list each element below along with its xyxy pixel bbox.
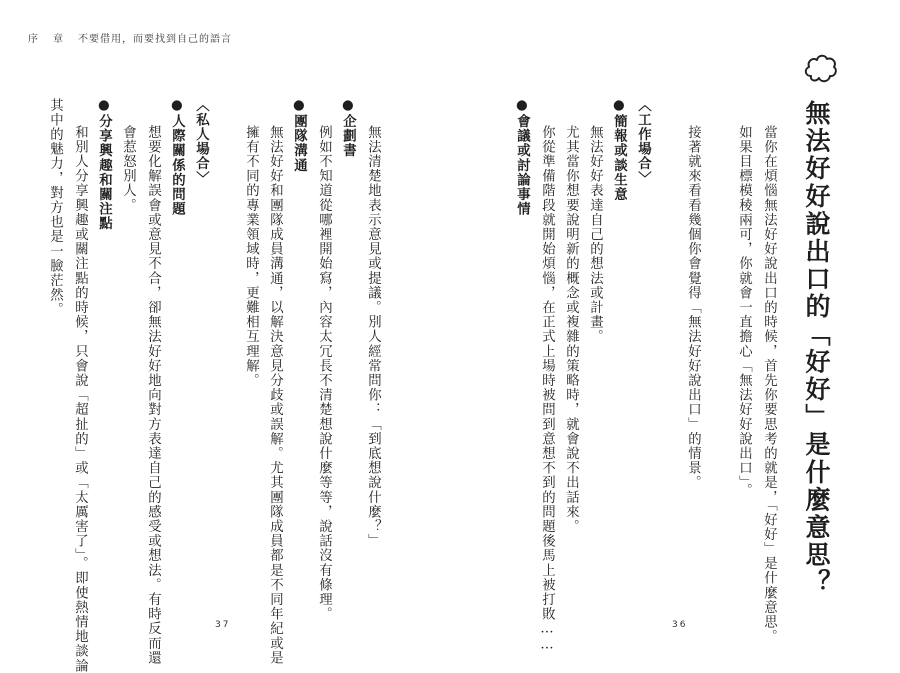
subsection-heading: 〈工作場合〉	[635, 98, 651, 186]
text-column: 無法好好和團隊成員溝通，以解決意見分歧或誤解。尤其團隊成員都是不同年紀或是	[267, 125, 283, 666]
text-column: 無法好好表達自己的想法或計畫。	[587, 125, 603, 344]
running-header	[28, 30, 232, 45]
header-label: 序	[28, 34, 39, 45]
text-column: 擁有不同的專業領域時，更難相互理解。	[243, 125, 259, 388]
text-column: 當你在煩惱無法好好說出口的時候，首先你要思考的就是，「好好」是什麼意思。	[761, 125, 777, 644]
section-title: 無法好好說出口的「好好」是什麼意思？	[802, 100, 831, 597]
item-heading: ●會議或討論事情	[514, 98, 530, 217]
text-column: 想要化解誤會或意見不合，卻無法好好地向對方表達自己的感受或想法。有時反而還	[145, 125, 161, 666]
text-column: 例如不知道從哪裡開始寫，內容太冗長不清楚想說什麼等等，說話沒有條理。	[316, 125, 332, 622]
item-heading: ●人際關係的問題	[169, 98, 185, 217]
text-column: 接著就來看看幾個你會覺得「無法好好說出口」的情景。	[685, 125, 701, 490]
header-chapter-title: 不要借用，而要找到自己的語言	[78, 34, 232, 45]
text-column: 如果目標模稜兩可，你就會一直擔心「無法好好說出口」。	[736, 125, 752, 498]
subsection-heading: 〈私人場合〉	[193, 98, 209, 186]
item-heading: ●團隊溝通	[291, 98, 307, 173]
text-column: 其中的魅力，對方也是一臉茫然。	[47, 98, 63, 317]
page-number-left: 37	[215, 620, 231, 630]
cloud-icon	[802, 52, 838, 86]
item-heading: ●企劃書	[340, 98, 356, 158]
text-column: 你從準備階段就開始煩惱，在正式上場時被問到意想不到的問題後馬上被打敗……	[539, 125, 555, 654]
text-column: 會惹怒別人。	[120, 125, 136, 213]
header-chapter-word: 章	[53, 34, 64, 45]
item-heading: ●簡報或談生意	[611, 98, 627, 202]
text-column: 尤其當你想要說明新的概念或複雜的策略時，就會說不出話來。	[563, 125, 579, 534]
page-number-right: 36	[672, 620, 688, 630]
text-column: 和別人分享興趣或關注點的時候，只會說「超扯的」或「太厲害了」。即使熱情地談論	[72, 125, 88, 673]
text-column: 無法清楚地表示意見或提議。別人經常問你：「到底想說什麼？」	[365, 125, 381, 549]
item-heading: ●分享興趣和關注點	[96, 98, 112, 231]
